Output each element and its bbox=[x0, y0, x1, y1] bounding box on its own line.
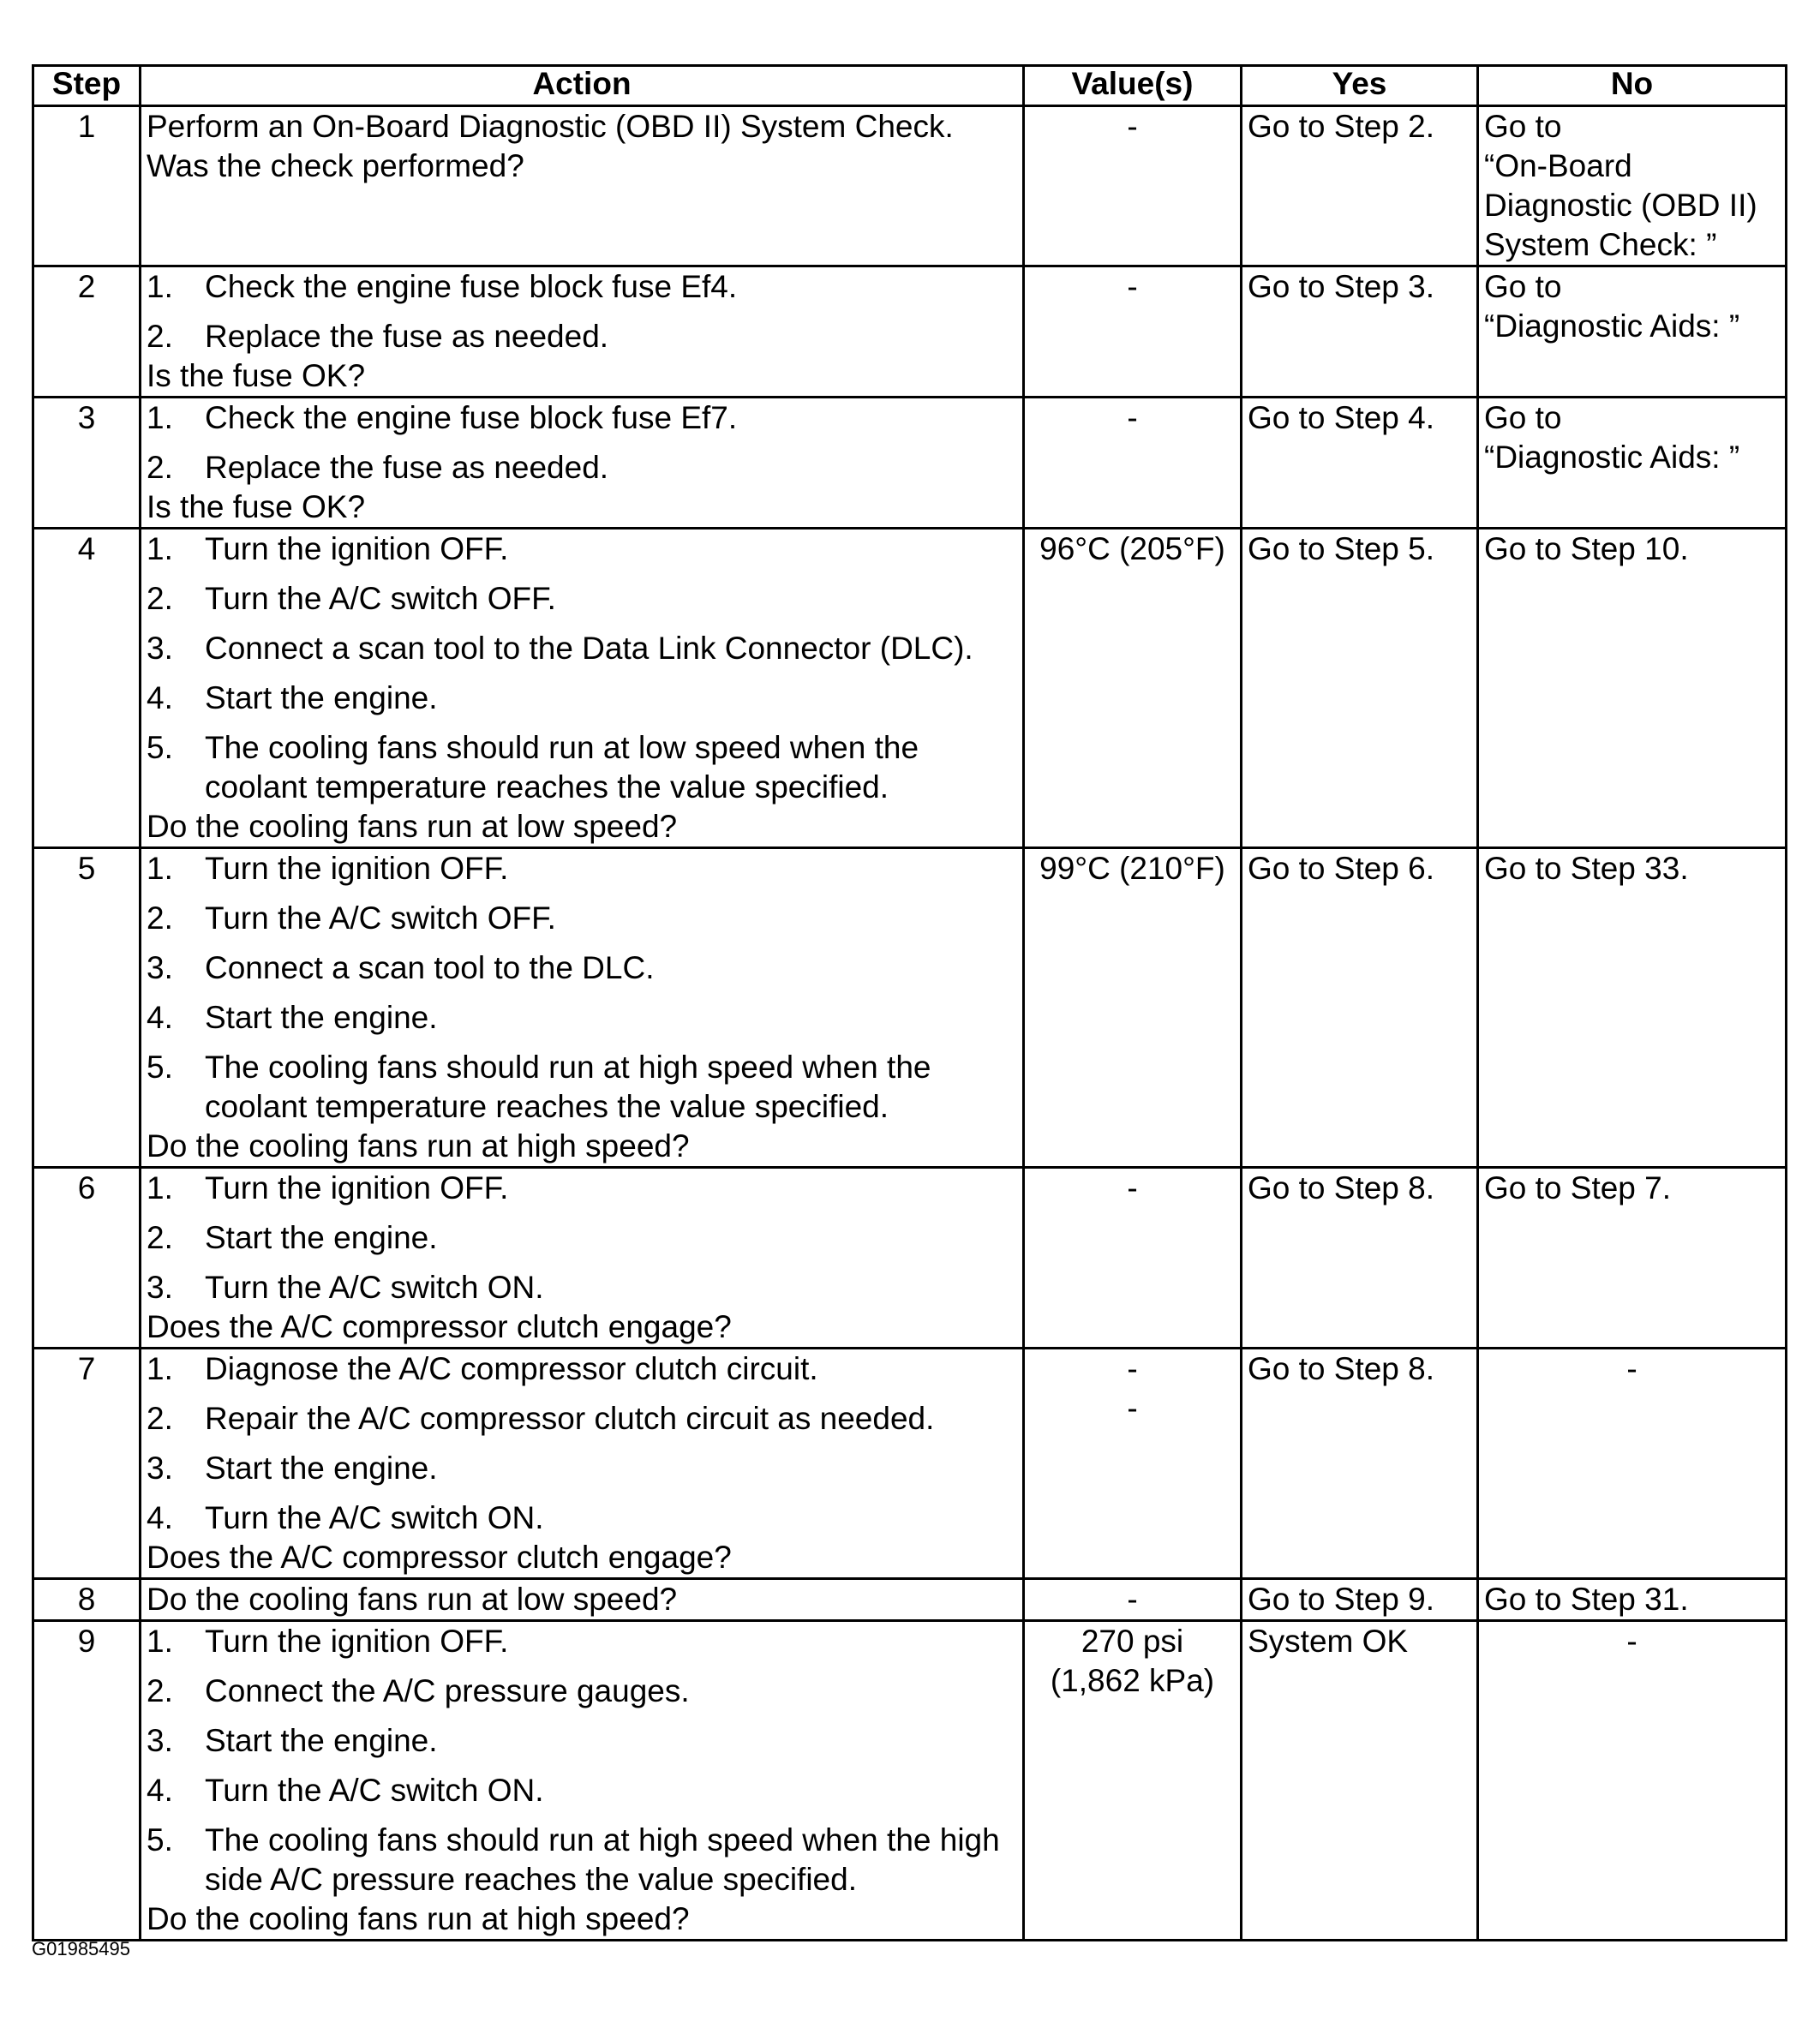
action-step-item bbox=[147, 1169, 1017, 1208]
yes-cell bbox=[1242, 398, 1478, 529]
no-cell bbox=[1478, 1579, 1787, 1621]
action-step-item bbox=[147, 849, 1017, 888]
step-number: 4 bbox=[33, 529, 141, 848]
action-text: Was the check performed? bbox=[147, 148, 524, 183]
yes-text: Go to Step 3. bbox=[1248, 269, 1435, 304]
action-cell bbox=[141, 266, 1024, 398]
action-step-item bbox=[147, 1771, 1017, 1810]
table-row bbox=[33, 1168, 1787, 1349]
step-number: 3 bbox=[33, 398, 141, 529]
action-question: Do the cooling fans run at high speed? bbox=[147, 1128, 690, 1164]
yes-text: Go to Step 2. bbox=[1248, 109, 1435, 144]
step-number: 2 bbox=[33, 266, 141, 398]
action-step-text: Turn the A/C switch OFF. bbox=[205, 581, 556, 616]
action-cell bbox=[141, 848, 1024, 1168]
action-step-item bbox=[147, 899, 1017, 938]
action-step-text: The cooling fans should run at high speed when the coolant temperature reaches the value specified. bbox=[205, 1050, 931, 1124]
no-text: “Diagnostic Aids: ” bbox=[1484, 440, 1740, 475]
no-cell bbox=[1478, 1168, 1787, 1349]
no-text: Go to bbox=[1484, 400, 1562, 435]
value-text: 270 psi bbox=[1081, 1624, 1184, 1659]
header-yes: Yes bbox=[1242, 66, 1478, 106]
action-step-number: 1. bbox=[147, 1351, 173, 1386]
action-cell bbox=[141, 106, 1024, 266]
action-step-number: 2. bbox=[147, 1220, 173, 1255]
action-step-text: The cooling fans should run at high speed when the high side A/C pressure reaches the value specified. bbox=[205, 1822, 1000, 1897]
action-step-text: Connect the A/C pressure gauges. bbox=[205, 1673, 690, 1708]
action-step-number: 3. bbox=[147, 1270, 173, 1305]
action-step-number: 1. bbox=[147, 1170, 173, 1205]
action-step-item bbox=[147, 1268, 1017, 1307]
yes-text: Go to Step 8. bbox=[1248, 1170, 1435, 1205]
action-step-number: 4. bbox=[147, 1500, 173, 1535]
step-number: 7 bbox=[33, 1349, 141, 1579]
action-question: Does the A/C compressor clutch engage? bbox=[147, 1540, 732, 1575]
action-question: Is the fuse OK? bbox=[147, 489, 366, 524]
no-cell bbox=[1478, 848, 1787, 1168]
action-step-text: The cooling fans should run at low speed when the coolant temperature reaches the value specified. bbox=[205, 730, 919, 805]
action-cell bbox=[141, 1349, 1024, 1579]
no-cell bbox=[1478, 529, 1787, 848]
values-cell bbox=[1024, 1621, 1242, 1941]
action-step-number: 1. bbox=[147, 851, 173, 886]
action-cell bbox=[141, 1579, 1024, 1621]
table-row bbox=[33, 398, 1787, 529]
action-step-text: Replace the fuse as needed. bbox=[205, 450, 609, 485]
action-step-text: Start the engine. bbox=[205, 1220, 438, 1255]
no-text: System Check: ” bbox=[1484, 227, 1717, 262]
action-step-text: Turn the A/C switch OFF. bbox=[205, 900, 556, 936]
action-step-number: 3. bbox=[147, 1723, 173, 1758]
table-row bbox=[33, 848, 1787, 1168]
no-cell bbox=[1478, 398, 1787, 529]
action-step-item bbox=[147, 629, 1017, 668]
yes-cell bbox=[1242, 106, 1478, 266]
value-text: - bbox=[1127, 1170, 1138, 1205]
action-step-item bbox=[147, 529, 1017, 569]
action-step-number: 5. bbox=[147, 1822, 173, 1858]
yes-cell bbox=[1242, 1349, 1478, 1579]
action-step-item bbox=[147, 317, 1017, 356]
action-step-item bbox=[147, 1721, 1017, 1761]
action-step-number: 2. bbox=[147, 319, 173, 354]
action-step-text: Turn the ignition OFF. bbox=[205, 851, 509, 886]
action-step-number: 1. bbox=[147, 269, 173, 304]
values-cell bbox=[1024, 1579, 1242, 1621]
values-cell bbox=[1024, 398, 1242, 529]
yes-text: Go to Step 6. bbox=[1248, 851, 1435, 886]
values-cell bbox=[1024, 529, 1242, 848]
action-step-number: 5. bbox=[147, 730, 173, 765]
header-action: Action bbox=[141, 66, 1024, 106]
action-step-text: Turn the ignition OFF. bbox=[205, 1624, 509, 1659]
action-step-number: 2. bbox=[147, 1673, 173, 1708]
table-row bbox=[33, 106, 1787, 266]
yes-text: Go to Step 5. bbox=[1248, 531, 1435, 566]
action-step-number: 2. bbox=[147, 900, 173, 936]
action-step-text: Check the engine fuse block fuse Ef4. bbox=[205, 269, 738, 304]
values-cell bbox=[1024, 848, 1242, 1168]
yes-text: System OK bbox=[1248, 1624, 1409, 1659]
action-step-text: Turn the ignition OFF. bbox=[205, 531, 509, 566]
table-row bbox=[33, 1621, 1787, 1941]
step-number: 9 bbox=[33, 1621, 141, 1941]
action-step-item bbox=[147, 728, 1017, 807]
no-text: Go to Step 31. bbox=[1484, 1582, 1689, 1617]
action-step-number: 1. bbox=[147, 1624, 173, 1659]
action-step-item bbox=[147, 448, 1017, 488]
action-step-text: Check the engine fuse block fuse Ef7. bbox=[205, 400, 738, 435]
no-text: Go to bbox=[1484, 269, 1562, 304]
no-text: - bbox=[1626, 1351, 1637, 1386]
action-step-text: Replace the fuse as needed. bbox=[205, 319, 609, 354]
no-text: Go to Step 7. bbox=[1484, 1170, 1672, 1205]
action-step-text: Start the engine. bbox=[205, 680, 438, 715]
action-step-text: Start the engine. bbox=[205, 1000, 438, 1035]
action-step-text: Turn the A/C switch ON. bbox=[205, 1773, 544, 1808]
action-question: Is the fuse OK? bbox=[147, 358, 366, 393]
action-step-item bbox=[147, 398, 1017, 438]
step-number: 5 bbox=[33, 848, 141, 1168]
action-step-text: Turn the ignition OFF. bbox=[205, 1170, 509, 1205]
table-row bbox=[33, 266, 1787, 398]
action-step-text: Connect a scan tool to the DLC. bbox=[205, 950, 655, 985]
values-cell bbox=[1024, 1349, 1242, 1579]
action-step-text: Diagnose the A/C compressor clutch circuit. bbox=[205, 1351, 818, 1386]
value-text: 99°C (210°F) bbox=[1039, 851, 1225, 886]
no-text: Go to bbox=[1484, 109, 1562, 144]
action-step-number: 5. bbox=[147, 1050, 173, 1085]
action-step-item bbox=[147, 1499, 1017, 1538]
value-text: - bbox=[1127, 1391, 1138, 1426]
no-text: - bbox=[1626, 1624, 1637, 1659]
no-text: “Diagnostic Aids: ” bbox=[1484, 308, 1740, 344]
action-step-item bbox=[147, 267, 1017, 307]
action-step-number: 1. bbox=[147, 531, 173, 566]
action-question: Does the A/C compressor clutch engage? bbox=[147, 1309, 732, 1344]
value-text: (1,862 kPa) bbox=[1050, 1663, 1215, 1698]
yes-cell bbox=[1242, 1621, 1478, 1941]
action-step-text: Start the engine. bbox=[205, 1451, 438, 1486]
action-step-item bbox=[147, 579, 1017, 619]
yes-cell bbox=[1242, 1168, 1478, 1349]
action-question: Do the cooling fans run at low speed? bbox=[147, 809, 678, 844]
yes-cell bbox=[1242, 266, 1478, 398]
no-text: Go to Step 10. bbox=[1484, 531, 1689, 566]
diagnostic-table bbox=[32, 64, 1787, 1941]
action-step-number: 1. bbox=[147, 400, 173, 435]
action-step-item bbox=[147, 1048, 1017, 1127]
action-cell bbox=[141, 398, 1024, 529]
values-cell bbox=[1024, 266, 1242, 398]
yes-text: Go to Step 4. bbox=[1248, 400, 1435, 435]
action-step-text: Turn the A/C switch ON. bbox=[205, 1270, 544, 1305]
step-number: 8 bbox=[33, 1579, 141, 1621]
no-cell bbox=[1478, 1349, 1787, 1579]
header-row bbox=[33, 66, 1787, 106]
action-text: Do the cooling fans run at low speed? bbox=[147, 1582, 678, 1617]
action-step-text: Connect a scan tool to the Data Link Connector (DLC). bbox=[205, 631, 973, 666]
action-step-number: 3. bbox=[147, 1451, 173, 1486]
action-step-item bbox=[147, 1218, 1017, 1258]
action-cell bbox=[141, 1168, 1024, 1349]
action-step-item bbox=[147, 948, 1017, 988]
table-body bbox=[33, 106, 1787, 1941]
action-step-number: 3. bbox=[147, 631, 173, 666]
yes-text: Go to Step 8. bbox=[1248, 1351, 1435, 1386]
action-step-text: Turn the A/C switch ON. bbox=[205, 1500, 544, 1535]
no-cell bbox=[1478, 1621, 1787, 1941]
action-text: Perform an On-Board Diagnostic (OBD II) System Check. bbox=[147, 109, 954, 144]
action-step-item bbox=[147, 1449, 1017, 1488]
action-step-text: Repair the A/C compressor clutch circuit as needed. bbox=[205, 1401, 935, 1436]
no-cell bbox=[1478, 106, 1787, 266]
table-row bbox=[33, 529, 1787, 848]
step-number: 1 bbox=[33, 106, 141, 266]
action-step-number: 4. bbox=[147, 1000, 173, 1035]
header-step: Step bbox=[33, 66, 141, 106]
value-text: - bbox=[1127, 1351, 1138, 1386]
action-step-number: 4. bbox=[147, 1773, 173, 1808]
no-cell bbox=[1478, 266, 1787, 398]
action-cell bbox=[141, 1621, 1024, 1941]
no-text: “On-Board bbox=[1484, 148, 1632, 183]
yes-cell bbox=[1242, 848, 1478, 1168]
yes-cell bbox=[1242, 529, 1478, 848]
values-cell bbox=[1024, 1168, 1242, 1349]
yes-cell bbox=[1242, 1579, 1478, 1621]
action-step-number: 2. bbox=[147, 1401, 173, 1436]
table-row bbox=[33, 1349, 1787, 1579]
value-text: 96°C (205°F) bbox=[1039, 531, 1225, 566]
header-no: No bbox=[1478, 66, 1787, 106]
action-step-number: 4. bbox=[147, 680, 173, 715]
value-text: - bbox=[1127, 269, 1138, 304]
step-number: 6 bbox=[33, 1168, 141, 1349]
action-step-number: 2. bbox=[147, 581, 173, 616]
no-text: Go to Step 33. bbox=[1484, 851, 1689, 886]
action-step-item bbox=[147, 1349, 1017, 1389]
action-question: Do the cooling fans run at high speed? bbox=[147, 1901, 690, 1936]
action-cell bbox=[141, 529, 1024, 848]
no-text: Diagnostic (OBD II) bbox=[1484, 188, 1757, 223]
action-step-item bbox=[147, 1622, 1017, 1661]
value-text: - bbox=[1127, 1582, 1138, 1617]
figure-id: G01985495 bbox=[32, 1938, 130, 1959]
action-step-number: 2. bbox=[147, 450, 173, 485]
action-step-item bbox=[147, 1672, 1017, 1711]
action-step-text: Start the engine. bbox=[205, 1723, 438, 1758]
action-step-item bbox=[147, 998, 1017, 1038]
header-values: Value(s) bbox=[1024, 66, 1242, 106]
value-text: - bbox=[1127, 400, 1138, 435]
values-cell bbox=[1024, 106, 1242, 266]
action-step-item bbox=[147, 1399, 1017, 1439]
action-step-item bbox=[147, 1821, 1017, 1899]
action-step-number: 3. bbox=[147, 950, 173, 985]
table-row bbox=[33, 1579, 1787, 1621]
yes-text: Go to Step 9. bbox=[1248, 1582, 1435, 1617]
action-step-item bbox=[147, 679, 1017, 718]
value-text: - bbox=[1127, 109, 1138, 144]
